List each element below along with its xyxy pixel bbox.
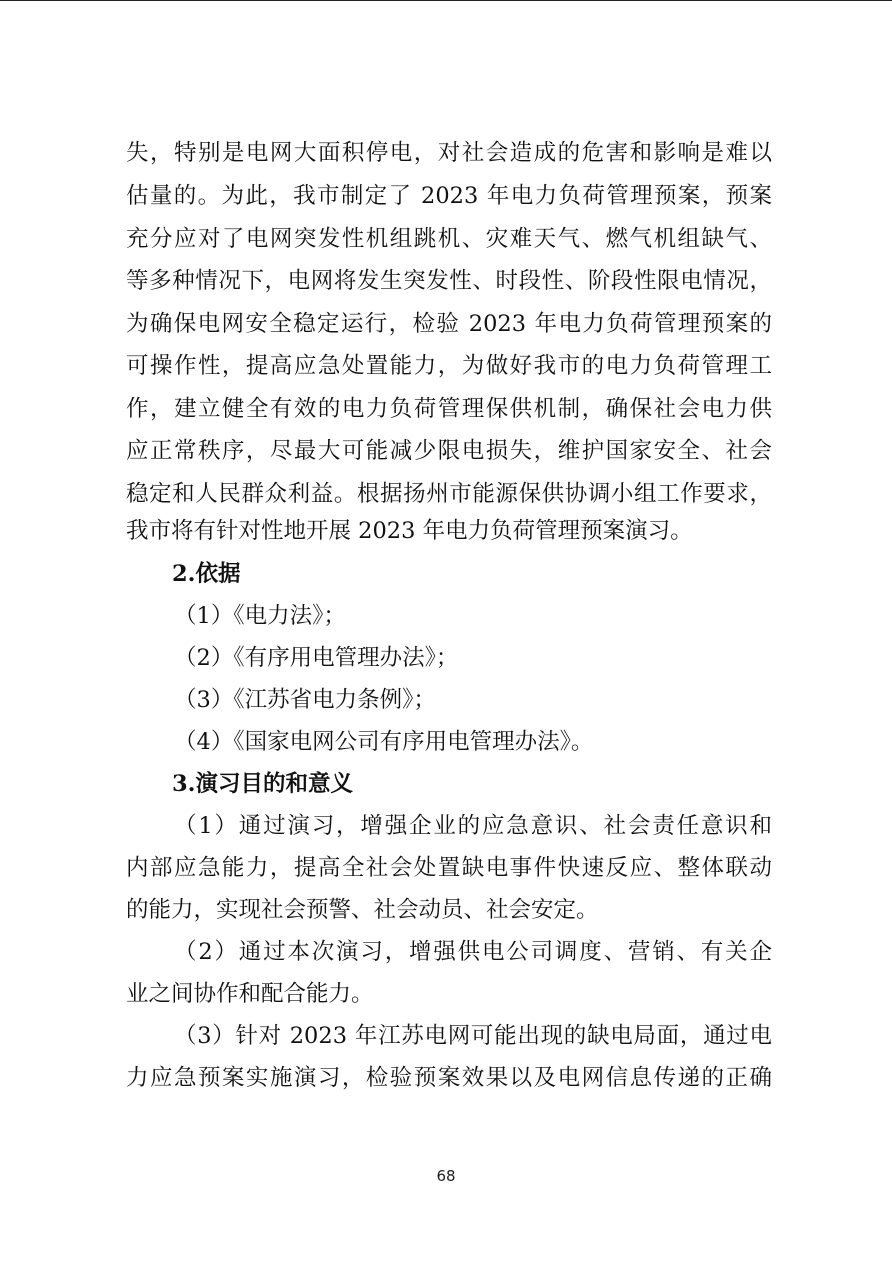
paragraph-line: 等多种情况下，电网将发生突发性、时段性、阶段性限电情况， bbox=[126, 268, 772, 294]
basis-item: （3）《江苏省电力条例》； bbox=[174, 687, 436, 713]
basis-item: （2）《有序用电管理办法》； bbox=[174, 645, 459, 671]
page-number: 68 bbox=[436, 1167, 456, 1185]
paragraph-line: （2）通过本次演习，增强供电公司调度、营销、有关企 bbox=[174, 939, 772, 965]
section-heading-purpose: 3.演习目的和意义 bbox=[172, 771, 353, 797]
paragraph-line: 作，建立健全有效的电力负荷管理保供机制，确保社会电力供 bbox=[126, 396, 772, 422]
paragraph-line: 内部应急能力，提高全社会处置缺电事件快速反应、整体联动 bbox=[126, 855, 772, 881]
paragraph-line: 的能力，实现社会预警、社会动员、社会安定。 bbox=[126, 897, 599, 923]
paragraph-line: 估量的。为此，我市制定了 2023 年电力负荷管理预案，预案 bbox=[126, 183, 772, 209]
paragraph-line: 我市将有针对性地开展 2023 年电力负荷管理预案演习。 bbox=[126, 518, 693, 544]
paragraph-line: 为确保电网安全稳定运行，检验 2023 年电力负荷管理预案的 bbox=[126, 311, 772, 337]
basis-item: （4）《国家电网公司有序用电管理办法》。 bbox=[174, 729, 594, 755]
basis-item: （1）《电力法》； bbox=[174, 603, 346, 629]
paragraph-line: （3）针对 2023 年江苏电网可能出现的缺电局面，通过电 bbox=[174, 1023, 772, 1049]
paragraph-line: （1）通过演习，增强企业的应急意识、社会责任意识和 bbox=[174, 813, 772, 839]
paragraph-line: 稳定和人民群众利益。根据扬州市能源保供协调小组工作要求， bbox=[126, 481, 772, 507]
paragraph-line: 失，特别是电网大面积停电，对社会造成的危害和影响是难以 bbox=[126, 140, 772, 166]
paragraph-line: 力应急预案实施演习，检验预案效果以及电网信息传递的正确 bbox=[126, 1065, 772, 1091]
paragraph-line: 业之间协作和配合能力。 bbox=[126, 981, 374, 1007]
paragraph-line: 可操作性，提高应急处置能力，为做好我市的电力负荷管理工 bbox=[126, 353, 772, 379]
paragraph-line: 应正常秩序，尽最大可能减少限电损失，维护国家安全、社会 bbox=[126, 438, 772, 464]
section-heading-basis: 2.依据 bbox=[172, 561, 241, 587]
paragraph-line: 充分应对了电网突发性机组跳机、灾难天气、燃气机组缺气、 bbox=[126, 226, 772, 252]
